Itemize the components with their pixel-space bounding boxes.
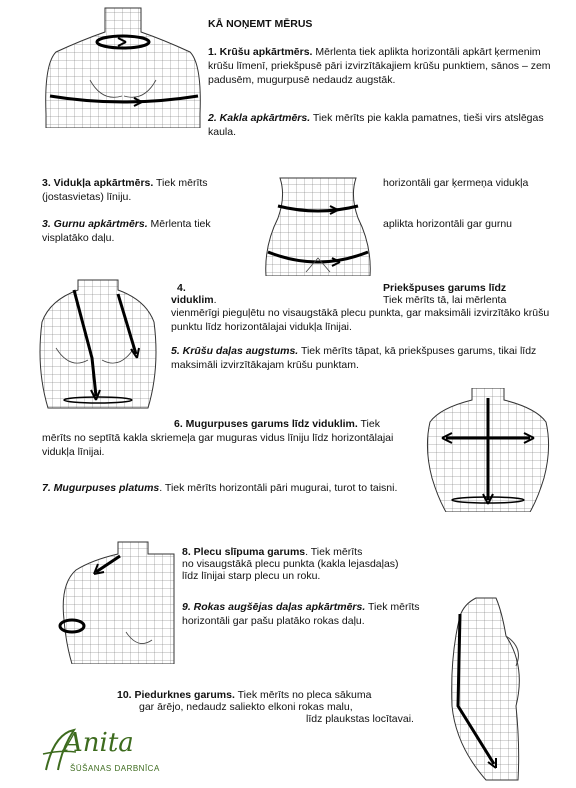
item-8-body-a: . Tiek mērīts (305, 546, 363, 558)
item-5-text (171, 344, 566, 372)
item-7-text (42, 481, 402, 495)
sleeve-length-figure (436, 596, 526, 786)
item-4-body-a: . (213, 294, 217, 306)
logo-name: Anita (64, 728, 134, 758)
anita-logo (40, 724, 170, 780)
back-figure (420, 388, 556, 512)
item-3g-body-b: visplatāko daļu. (42, 232, 115, 244)
front-length-figure (36, 278, 160, 410)
item-7-body: . Tiek mērīts horizontāli pāri mugurai, turot to taisni. (159, 482, 398, 494)
item-3-heading: 3. Vidukļa apkārtmērs. (42, 177, 154, 189)
waist-hips-figure (256, 176, 380, 276)
item-6-text (42, 417, 412, 459)
item-4-number: 4. (177, 282, 186, 294)
item-9-text (182, 600, 427, 628)
item-10-heading: 10. Piedurknes garums. (117, 689, 235, 701)
item-2-body: Tiek mērīts pie kakla pamatnes, tieši virs atslēgas kaula. (208, 112, 544, 138)
item-8-body-c: līdz līnijai starp plecu un roku. (182, 570, 321, 582)
item-9-heading: 9. Rokas augšējas daļas apkārtmērs. (182, 601, 366, 613)
item-2-heading: 2. Kakla apkārtmērs. (208, 112, 311, 124)
item-3-body-a: Tiek mērīts (153, 177, 208, 189)
item-4-heading-b: viduklim (171, 294, 214, 306)
item-10-body-a: Tiek mērīts no pleca sākuma (234, 689, 372, 701)
item-5-heading: 5. Krūšu daļas augstums. (171, 345, 299, 357)
item-4-body-b: Tiek mērīts tā, lai mērlenta (383, 294, 507, 306)
item-10-body-c: līdz plaukstas locītavai. (306, 713, 414, 725)
item-4-heading-a: Priekšpuses garums līdz (383, 282, 507, 294)
item-6-body: Tiek mērīts no septītā kakla skriemeļa gar muguras vidus līniju līdz horizontālajai vidukļa līnijai. (42, 418, 394, 458)
item-9-body: Tiek mērīts horizontāli gar pašu platāko rokas daļu. (182, 601, 420, 627)
shoulder-arm-figure (42, 540, 178, 664)
item-3-text (42, 176, 252, 204)
item-3g-body-a: Mērlenta tiek (147, 218, 211, 230)
item-4-body-c: vienmērīgi pieguļētu no visaugstākā plecu punkta, gar maksimāli izvirzītāko krūšu punktu līdz horizontālajai vidukļa līnijai. (171, 307, 550, 333)
item-5-body: Tiek mērīts tāpat, kā priekšpuses garums, tikai līdz maksimāli izvirzītākajam krūšu punktam. (171, 345, 537, 371)
item-6-heading: 6. Mugurpuses garums līdz viduklim. (174, 418, 358, 430)
item-7-heading: 7. Mugurpuses platums (42, 482, 160, 494)
item-1-body: Mērlenta tiek aplikta horizontāli apkārt ķermenim krūšu līmenī, priekšpusē pāri izvirzītākajiem krūšu punktiem, sānos – zem padusēm, mugurpusē nedaudz augstāk. (208, 46, 551, 86)
item-4-line-2 (171, 293, 217, 307)
item-8-body-b: no visaugstākā plecu punkta (kakla lejasdaļas) (182, 558, 399, 570)
item-1-text (208, 45, 553, 87)
item-3g-heading: 3. Gurnu apkārtmērs. (42, 218, 148, 230)
logo-subtitle: ŠŪŠANAS DARBNĪCA (70, 764, 160, 773)
item-8-heading: 8. Plecu slīpuma garums (182, 546, 306, 558)
item-3g-body-right: aplikta horizontāli gar gurnu (383, 218, 512, 230)
item-3g-text (42, 217, 252, 245)
item-10-body-b: gar ārējo, nedaudz saliekto elkoni rokas malu, (139, 701, 353, 713)
page-title: KĀ NOŅEMT MĒRUS (208, 18, 313, 30)
item-2-text (208, 111, 548, 139)
bust-neck-figure (42, 4, 204, 128)
item-1-heading: 1. Krūšu apkārtmērs. (208, 46, 313, 58)
item-3-body-b: (jostasvietas) līniju. (42, 191, 132, 203)
item-3-body-right: horizontāli gar ķermeņa vidukļa (383, 177, 529, 189)
